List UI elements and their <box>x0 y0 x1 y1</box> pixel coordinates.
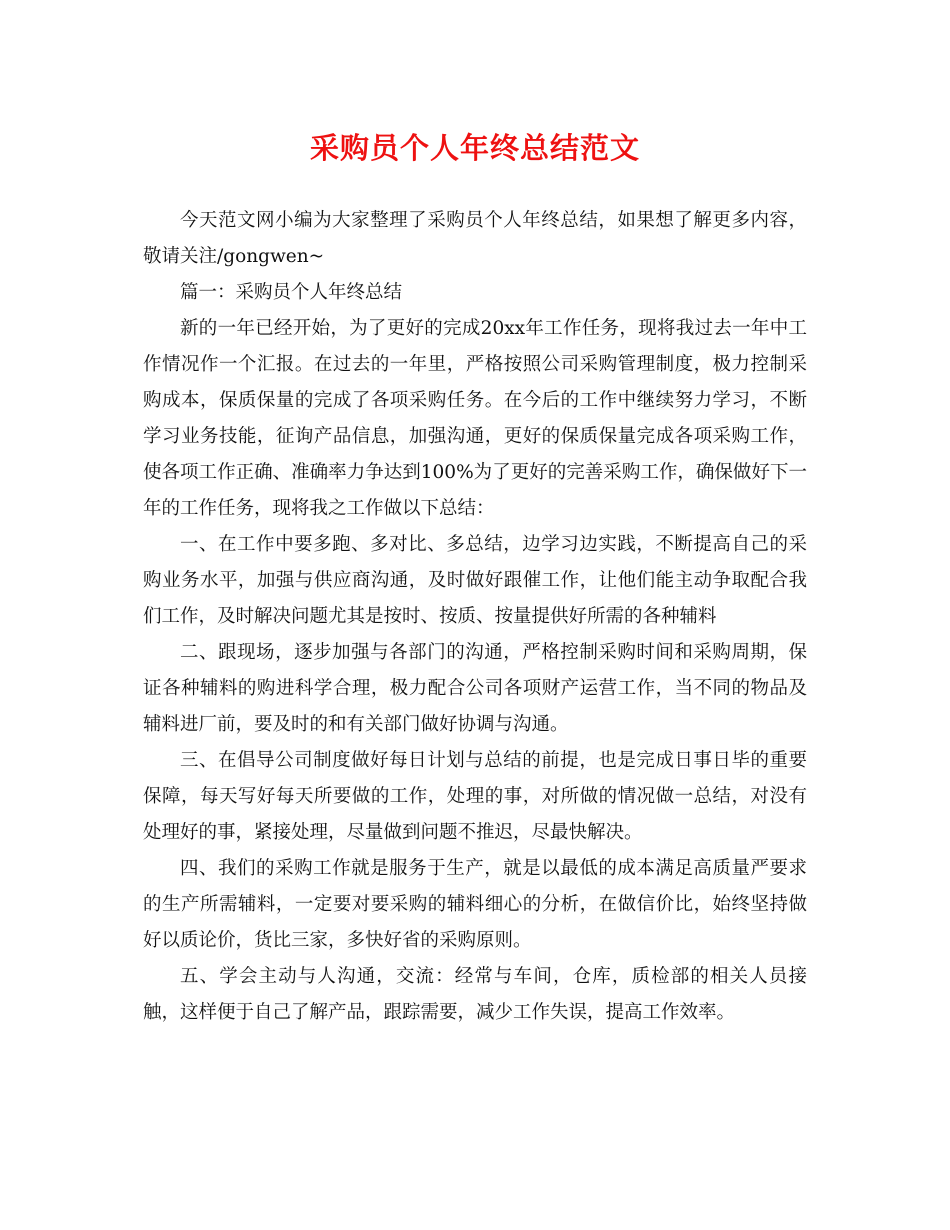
paragraph-point-1: 一、在工作中要多跑、多对比、多总结，边学习边实践，不断提高自己的采购业务水平，加强与供应商沟通，及时做好跟催工作，让他们能主动争取配合我们工作，及时解决问题尤其是按时、按质、按量提供好所需的各种辅料 <box>143 534 807 627</box>
paragraph-opening: 新的一年已经开始，为了更好的完成20xx年工作任务，现将我过去一年中工作情况作一个汇报。在过去的一年里，严格按照公司采购管理制度，极力控制采购成本，保质保量的完成了各项采购任务。在今后的工作中继续努力学习，不断学习业务技能，征询产品信息，加强沟通，更好的保质保量完成各项采购工作，使各项工作正确、准确率力争达到100%为了更好的完善采购工作，确保做好下一年的工作任务，现将我之工作做以下总结： <box>143 318 807 519</box>
paragraph-section-heading: 篇一：采购员个人年终总结 <box>180 282 403 303</box>
document-title: 采购员个人年终总结范文 <box>309 131 640 165</box>
paragraph-point-5: 五、学会主动与人沟通，交流：经常与车间，仓库，质检部的相关人员接触，这样便于自己了解产品，跟踪需要，减少工作失误，提高工作效率。 <box>143 966 807 1023</box>
paragraph-point-4: 四、我们的采购工作就是服务于生产，就是以最低的成本满足高质量严要求的生产所需辅料，一定要对要采购的辅料细心的分析，在做信价比，始终坚持做好以质论价，货比三家，多快好省的采购原则。 <box>143 858 807 951</box>
paragraph-point-3: 三、在倡导公司制度做好每日计划与总结的前提，也是完成日事日毕的重要保障，每天写好每天所要做的工作，处理的事，对所做的情况做一总结，对没有处理好的事，紧接处理，尽量做到问题不推迟，尽最快解决。 <box>143 750 807 843</box>
document-body <box>143 203 807 1031</box>
paragraph-intro: 今天范文网小编为大家整理了采购员个人年终总结，如果想了解更多内容，敬请关注/gongwen~ <box>143 210 807 267</box>
paragraph-point-2: 二、跟现场，逐步加强与各部门的沟通，严格控制采购时间和采购周期，保证各种辅料的购进科学合理，极力配合公司各项财产运营工作，当不同的物品及辅料进厂前，要及时的和有关部门做好协调与沟通。 <box>143 642 807 735</box>
